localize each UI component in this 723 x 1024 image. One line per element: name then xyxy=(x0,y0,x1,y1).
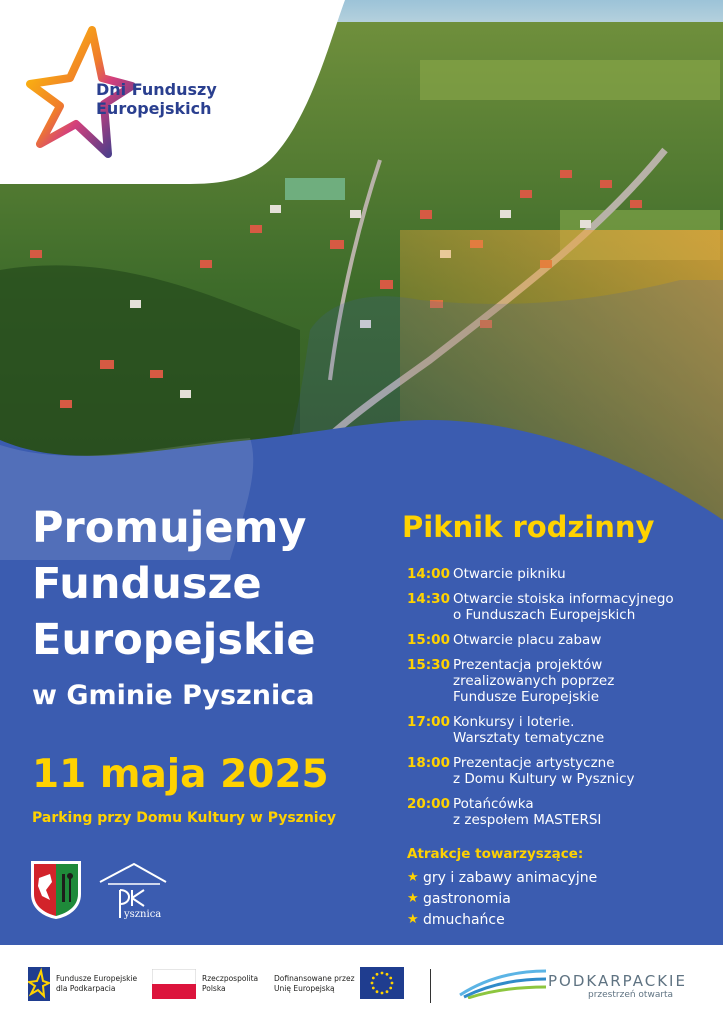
fe-line-1: Fundusze Europejskie xyxy=(56,974,138,983)
schedule-desc: Otwarcie stoiska informacyjnego o Funduszach Europejskich xyxy=(453,591,674,623)
podkarpackie-swoosh-icon xyxy=(458,967,548,999)
headline-line-1: Promujemy xyxy=(32,503,307,553)
schedule-time: 17:00 xyxy=(407,714,450,730)
extra-label: gastronomia xyxy=(423,890,511,907)
poland-flag-icon xyxy=(152,969,196,999)
extras-title: Atrakcje towarzyszące: xyxy=(407,846,584,862)
bullet-star-icon: ★ xyxy=(407,912,419,927)
schedule-time: 15:00 xyxy=(407,632,450,648)
program-schedule xyxy=(407,566,707,837)
event-date: 11 maja 2025 xyxy=(32,752,329,797)
schedule-time: 15:30 xyxy=(407,657,450,673)
eu-label xyxy=(274,974,355,993)
footer-divider xyxy=(430,969,431,1003)
rp-line-1: Rzeczpospolita xyxy=(202,974,259,983)
schedule-desc: Prezentacje artystyczne z Domu Kultury w Pysznicy xyxy=(453,755,635,787)
schedule-desc: Otwarcie pikniku xyxy=(453,566,566,582)
schedule-row xyxy=(407,755,707,787)
schedule-row xyxy=(407,657,707,705)
schedule-time: 14:30 xyxy=(407,591,450,607)
rp-label xyxy=(202,974,258,993)
logo-title xyxy=(96,80,217,118)
schedule-row xyxy=(407,566,707,582)
fe-star-logo-icon xyxy=(28,967,50,1001)
extra-label: gry i zabawy animacyjne xyxy=(423,869,598,886)
bullet-star-icon: ★ xyxy=(407,891,419,906)
schedule-desc: Otwarcie placu zabaw xyxy=(453,632,602,648)
schedule-desc: Prezentacja projektów zrealizowanych poprzez Fundusze Europejskie xyxy=(453,657,615,705)
headline-line-3: Europejskie xyxy=(32,615,316,665)
schedule-time: 18:00 xyxy=(407,755,450,771)
region-tagline: przestrzeń otwarta xyxy=(588,990,674,1000)
extra-label: dmuchańce xyxy=(423,911,505,928)
schedule-time: 20:00 xyxy=(407,796,450,812)
coat-of-arms-icon xyxy=(30,860,82,920)
fe-label xyxy=(56,974,137,993)
eu-line-1: Dofinansowane przez xyxy=(274,974,355,983)
headline-subtitle: w Gminie Pysznica xyxy=(32,680,315,711)
list-item xyxy=(407,909,597,930)
schedule-row xyxy=(407,714,707,746)
schedule-row xyxy=(407,796,707,828)
region-name: PODKARPACKIE xyxy=(548,972,687,990)
list-item xyxy=(407,867,597,888)
program-title: Piknik rodzinny xyxy=(402,510,655,544)
eu-flag-icon xyxy=(360,967,404,999)
footer xyxy=(0,945,723,1024)
logo-line-2: Europejskich xyxy=(96,99,212,118)
extras-list xyxy=(407,867,597,930)
schedule-time: 14:00 xyxy=(407,566,450,582)
eu-line-2: Unię Europejską xyxy=(274,983,335,993)
headline xyxy=(32,500,316,668)
schedule-desc: Konkursy i loterie. Warsztaty tematyczne xyxy=(453,714,605,746)
rp-line-2: Polska xyxy=(202,983,226,993)
headline-line-2: Fundusze xyxy=(32,559,262,609)
event-place: Parking przy Domu Kultury w Pysznicy xyxy=(32,810,337,826)
list-item xyxy=(407,888,597,909)
fe-line-2: dla Podkarpacia xyxy=(56,983,116,993)
bullet-star-icon: ★ xyxy=(407,870,419,885)
schedule-row xyxy=(407,591,707,623)
logo-line-1: Dni Funduszy xyxy=(96,80,217,99)
local-logo-text: ysznica xyxy=(124,909,162,920)
schedule-row xyxy=(407,632,707,648)
schedule-desc: Potańcówka z zespołem MASTERSI xyxy=(453,796,602,828)
